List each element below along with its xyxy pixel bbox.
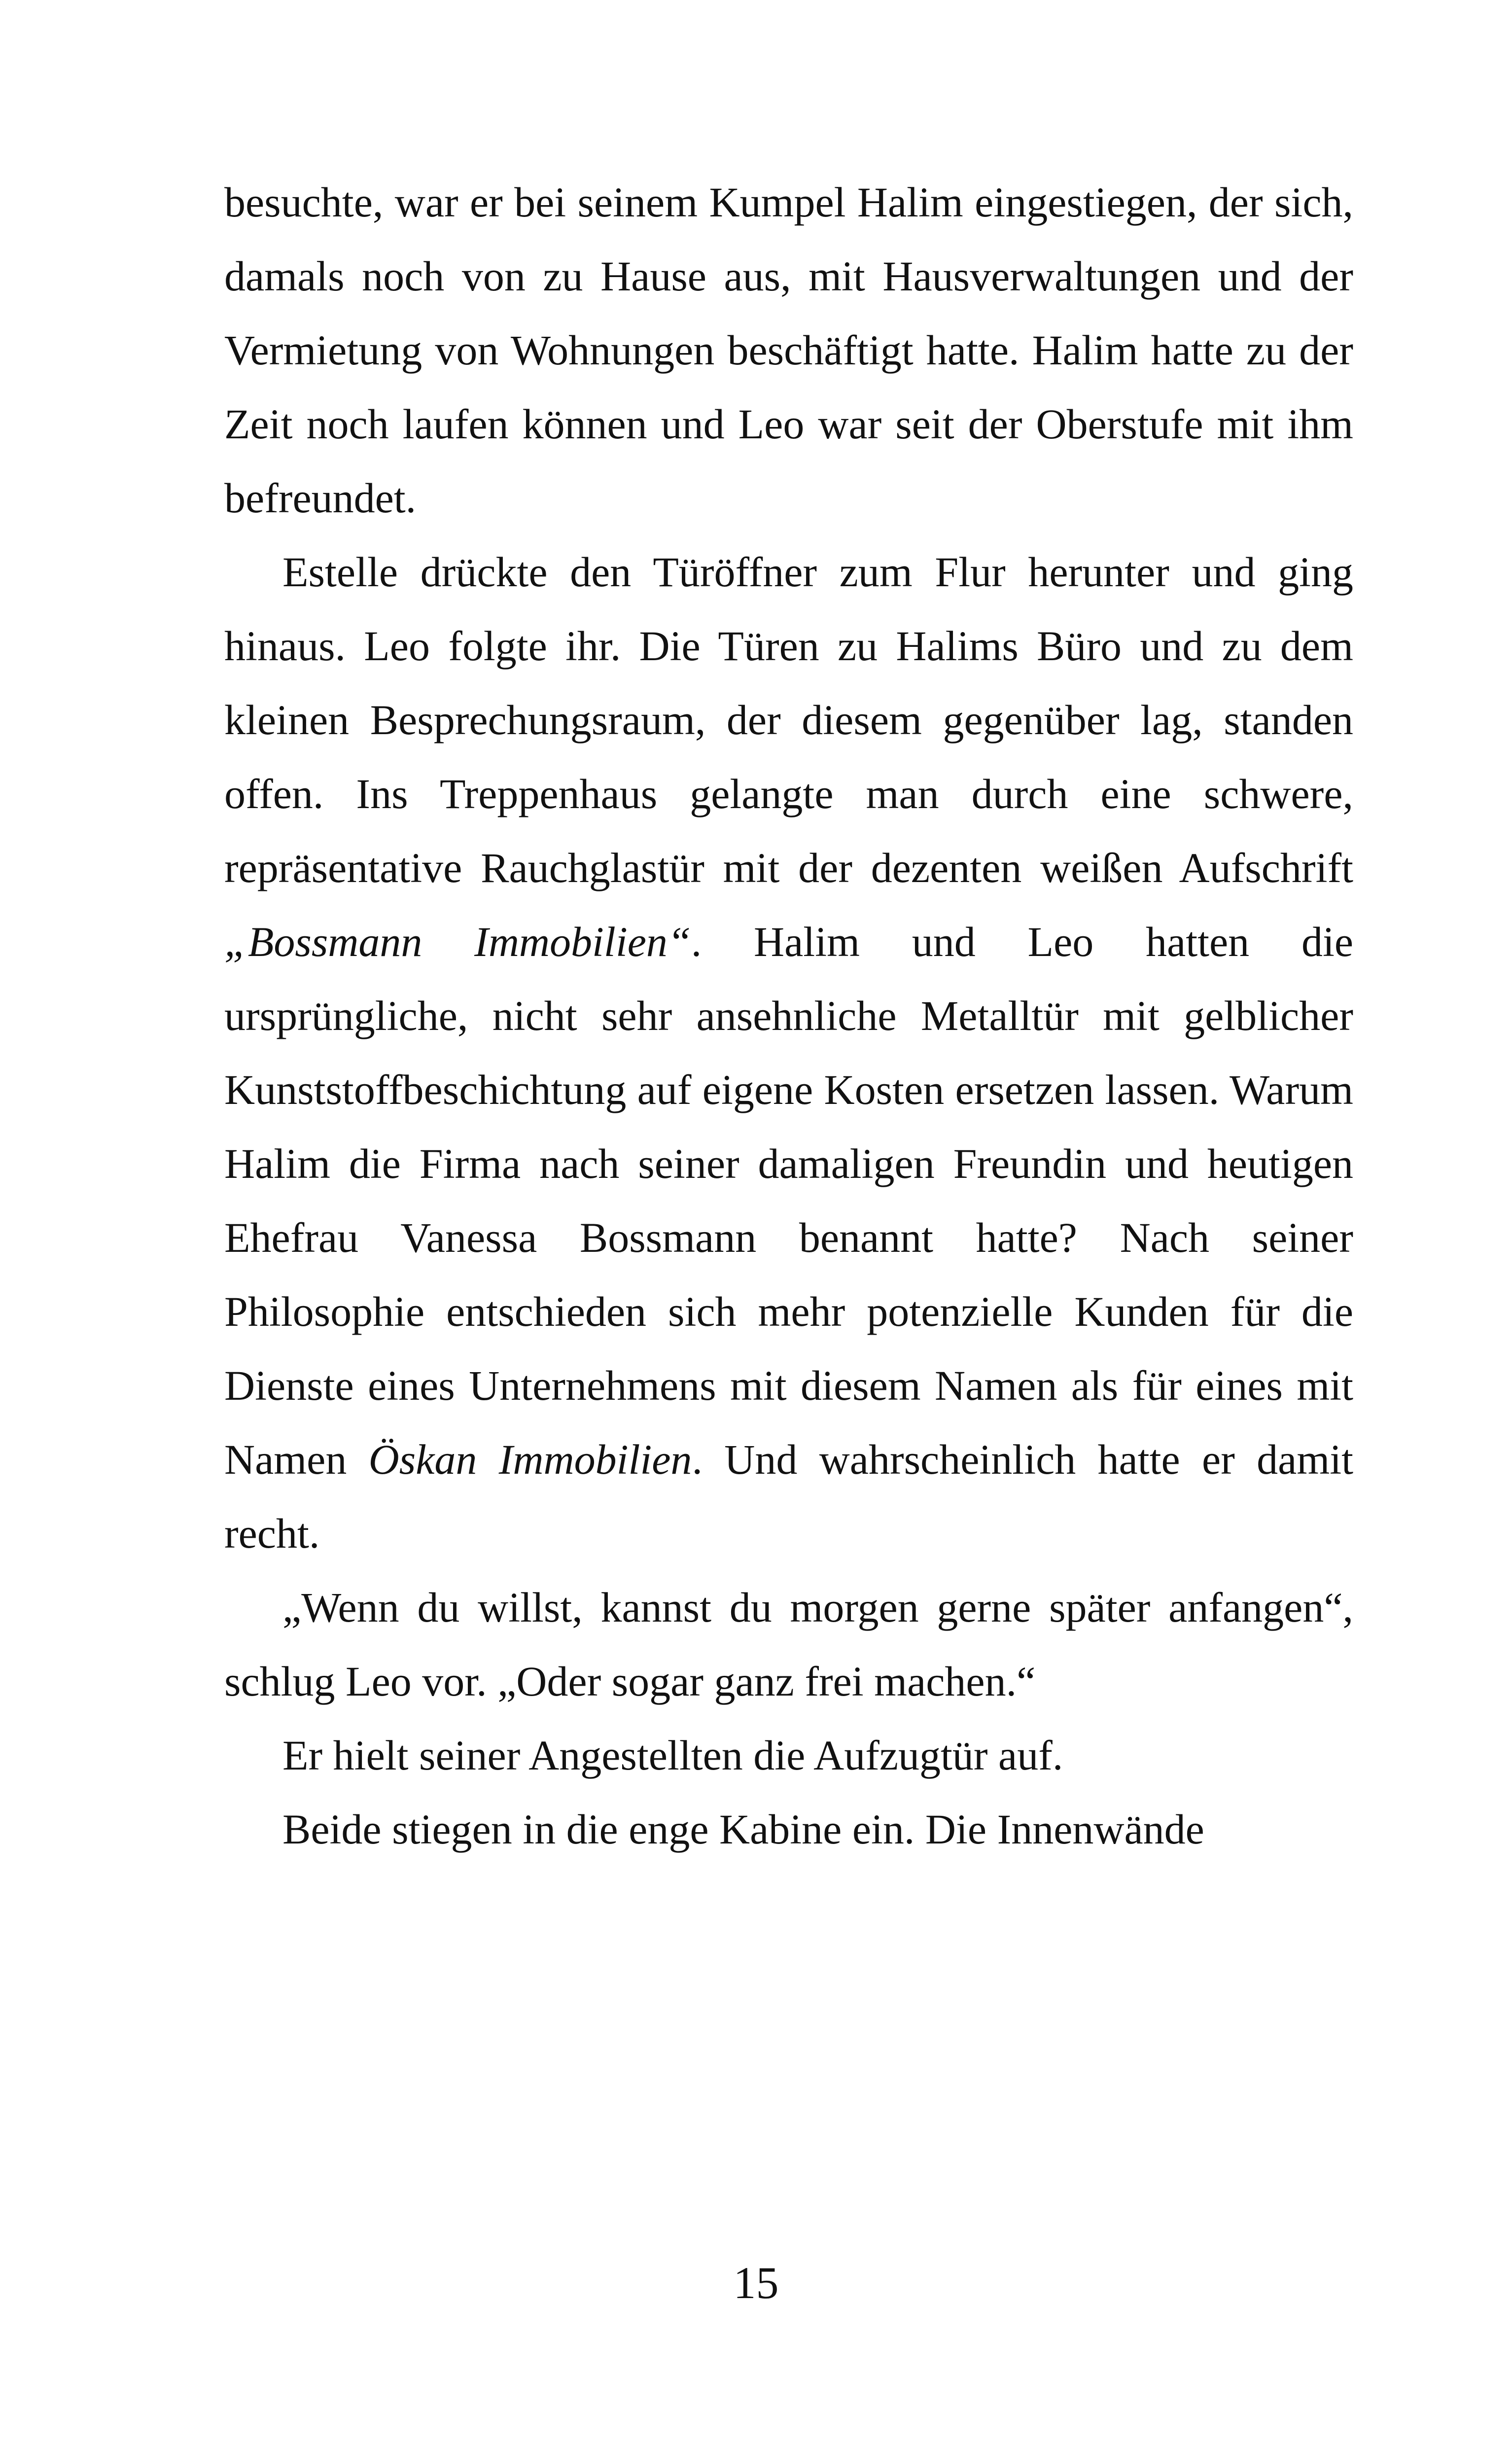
paragraph-4 (224, 1718, 1353, 1792)
paragraph-4-text: Er hielt seiner Angestellten die Aufzugtür auf. (282, 1732, 1063, 1779)
body-text (224, 165, 1353, 1866)
paragraph-5 (224, 1792, 1353, 1866)
page-number: 15 (733, 2258, 779, 2308)
paragraph-5-text: Beide stiegen in die enge Kabine ein. Die Innenwände (282, 1806, 1204, 1853)
paragraph-3 (224, 1570, 1353, 1718)
paragraph-2-text-part-3: . Und wahrscheinlich hatte er damit recht. (224, 1436, 1353, 1557)
company-name-bossmann: „Bossmann Immobilien“ (224, 918, 691, 965)
company-name-oeskan: Öskan Immobilien (368, 1436, 692, 1483)
paragraph-2-text-part-1: Estelle drückte den Türöffner zum Flur herunter und ging hinaus. Leo folgte ihr. Die Türen zu Halims Büro und zu dem kleinen Besprechungsraum, der diesem gegenüber lag, standen offen. Ins Treppenhaus gelangte man durch eine schwere, repräsentative Rauchglastür mit der dezenten weißen Aufschrift (224, 548, 1353, 891)
paragraph-1 (224, 165, 1353, 535)
paragraph-2 (224, 535, 1353, 1570)
paragraph-3-text: „Wenn du willst, kannst du morgen gerne später anfangen“, schlug Leo vor. „Oder sogar ganz frei machen.“ (224, 1584, 1353, 1705)
paragraph-1-text: besuchte, war er bei seinem Kumpel Halim eingestiegen, der sich, damals noch von zu Hause aus, mit Hausverwaltungen und der Vermietung von Wohnungen beschäftigt hatte. Halim hatte zu der Zeit noch laufen können und Leo war seit der Oberstufe mit ihm befreundet. (224, 178, 1353, 522)
paragraph-2-text-part-2: . Halim und Leo hatten die ursprüngliche, nicht sehr ansehnliche Metalltür mit gelblicher Kunststoffbeschichtung auf eigene Kosten ersetzen lassen. Warum Halim die Firma nach seiner damaligen Freundin und heutigen Ehefrau Vanessa Bossmann benannt hatte? Nach seiner Philosophie entschieden sich mehr potenzielle Kunden für die Dienste eines Unternehmens mit diesem Namen als für eines mit Namen (224, 918, 1354, 1483)
